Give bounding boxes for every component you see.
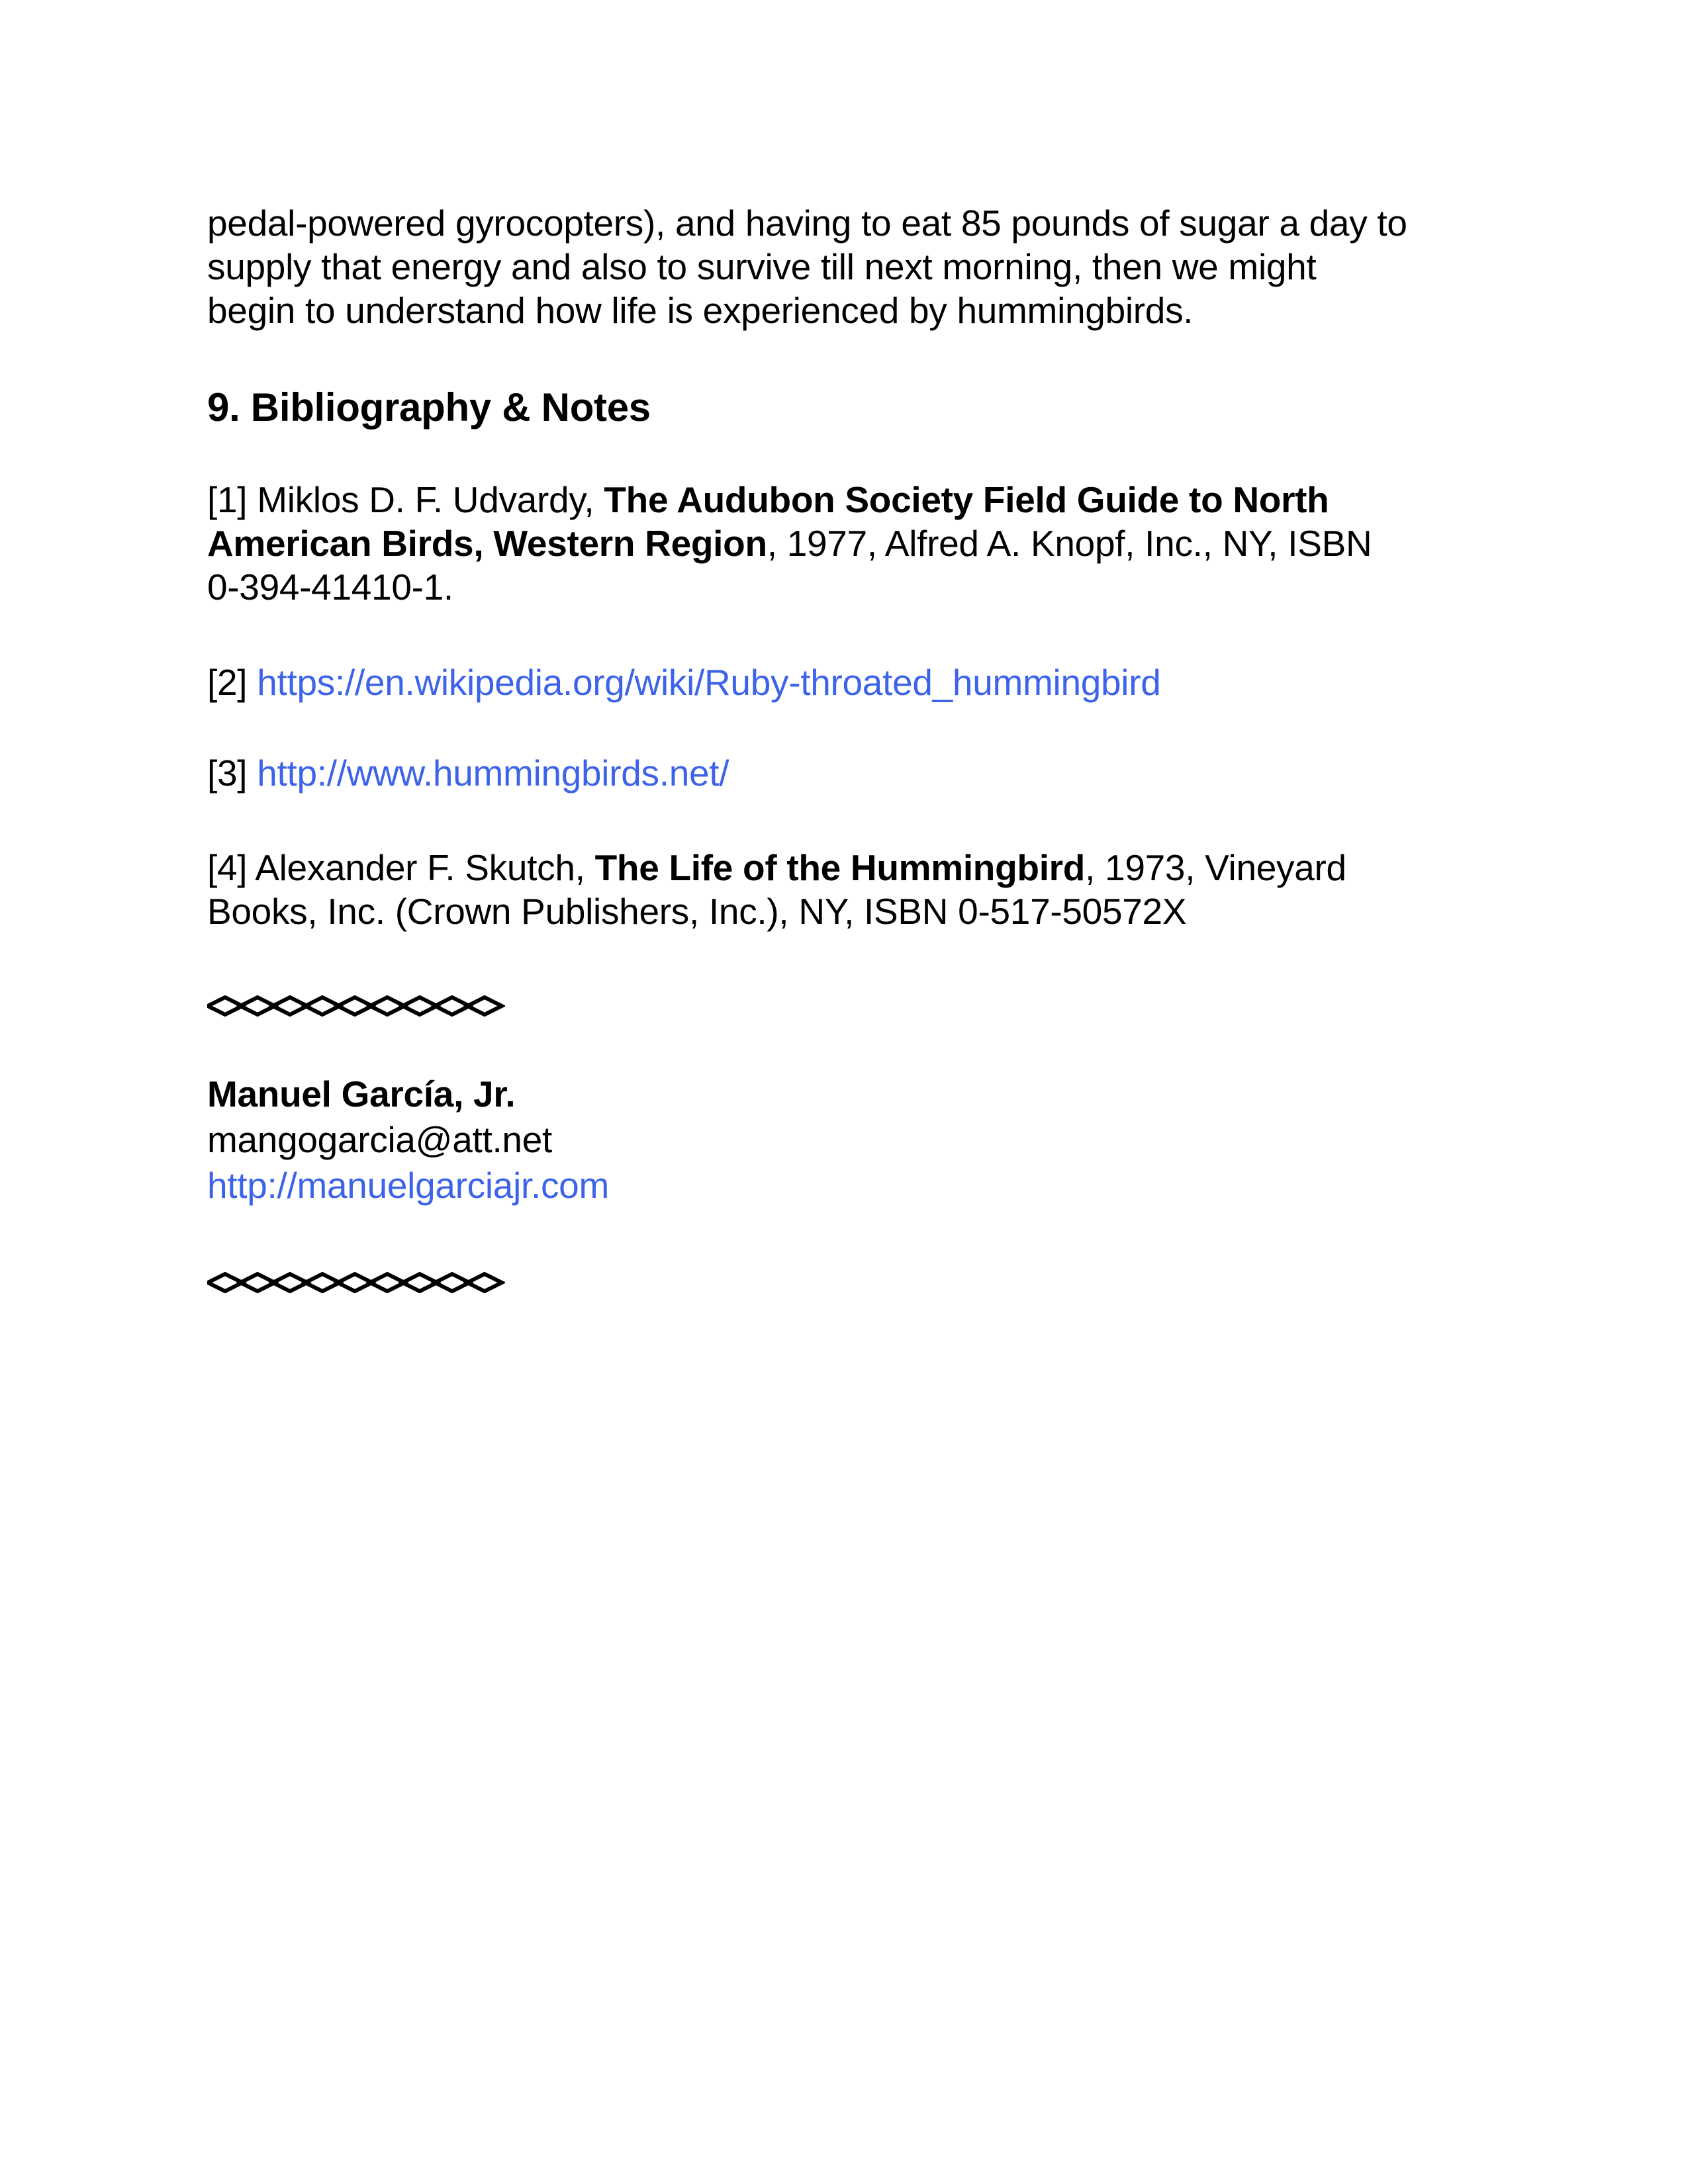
reference-text: [1] Miklos D. F. Udvardy, [207,479,604,520]
reference-text: , 1977, Alfred A. Knopf, Inc., NY, ISBN [767,523,1372,564]
isbn-text: 0-394-41410-1. [207,567,453,608]
author-name: Manuel García, Jr. [207,1073,516,1115]
personal-website-link[interactable]: http://manuelgarciajr.com [207,1165,609,1206]
reference-line [207,478,1372,522]
reference-3 [207,751,729,795]
paragraph-line: pedal-powered gyrocopters), and having to eat 85 pounds of sugar a day to [207,203,1407,244]
reference-text: , 1973, Vineyard [1085,847,1346,888]
reference-line [207,522,1372,565]
paragraph-line: begin to understand how life is experienced by hummingbirds. [207,290,1194,331]
reference-line [207,565,1372,609]
reference-2 [207,660,1161,704]
reference-4 [207,846,1346,933]
hummingbirds-net-link[interactable]: http://www.hummingbirds.net/ [257,752,729,794]
reference-line [207,889,1346,933]
paragraph-line: supply that energy and also to survive till next morning, then we might [207,246,1317,287]
author-website-line [207,1163,609,1207]
diamond-divider [207,1272,505,1293]
reference-text: [4] Alexander F. Skutch, [207,847,595,888]
author-email: mangogarcia@att.net [207,1119,552,1160]
book-title: The Audubon Society Field Guide to North [604,479,1329,520]
reference-line [207,846,1346,889]
section-heading: 9. Bibliography & Notes [207,385,651,430]
paragraph [207,201,1407,332]
wikipedia-link[interactable]: https://en.wikipedia.org/wiki/Ruby-throated_hummingbird [257,662,1161,703]
reference-text: Books, Inc. (Crown Publishers, Inc.), NY, ISBN 0-517-50572X [207,891,1187,932]
reference-label: [3] [207,752,258,794]
diamond-divider [207,995,505,1017]
book-title: The Life of the Hummingbird [594,847,1086,888]
reference-1 [207,478,1372,609]
book-title: American Birds, Western Region [207,523,767,564]
reference-label: [2] [207,662,258,703]
